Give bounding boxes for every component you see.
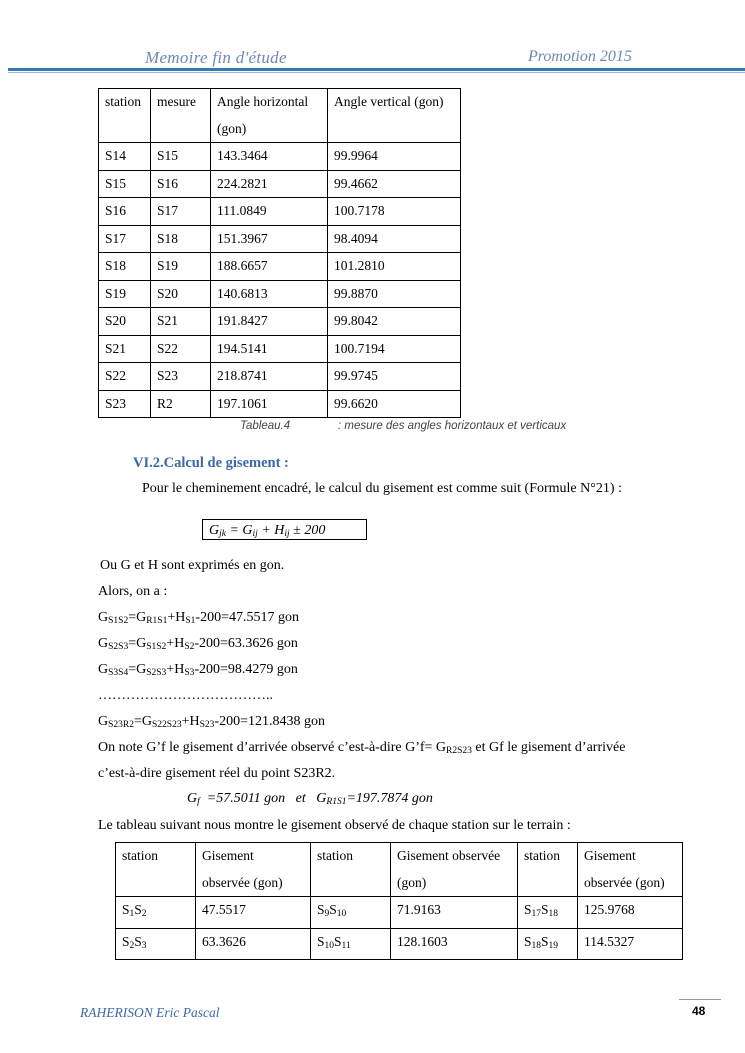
calc-line-2: $G_{S2S3}=G_{S1S2}+H_{S2}-200=63.3626$ gon <box>98 636 298 652</box>
header-cell: station <box>116 843 196 897</box>
table-row <box>99 143 461 171</box>
table-cell: 100.7178 <box>328 198 461 226</box>
table-header-row <box>99 89 461 143</box>
table-cell: 188.6657 <box>211 253 328 281</box>
header-cell: Gisement observée (gon) <box>196 843 311 897</box>
footer-author: RAHERISON Eric Pascal <box>80 1005 220 1020</box>
station-cell: $S_{18}S_{19}$ <box>518 928 578 960</box>
intro-paragraph: Pour le cheminement encadré, le calcul du gisement est comme suit (Formule N°21) : <box>142 481 622 496</box>
table-row <box>99 225 461 253</box>
table-row <box>99 363 461 391</box>
table-cell: S20 <box>99 308 151 336</box>
calc-dots: ……………………………….. <box>98 688 273 703</box>
table-cell: S19 <box>99 280 151 308</box>
table-cell: S15 <box>151 143 211 171</box>
station-cell: $S_1S_2$ <box>116 897 196 929</box>
table-cell: S23 <box>99 390 151 418</box>
angle-measurements-table <box>98 88 461 418</box>
table-row <box>99 198 461 226</box>
note-line-2: c’est-à-dire gisement réel du point S23R2. <box>98 766 336 781</box>
table-header-row <box>116 843 683 897</box>
table-cell: S18 <box>151 225 211 253</box>
header-cell: Angle vertical (gon) <box>328 89 461 143</box>
header-left: Memoire fin d'étude <box>145 48 287 67</box>
station-cell: $S_{10}S_{11}$ <box>311 928 391 960</box>
calc-line-3: $G_{S3S4}=G_{S2S3}+H_{S3}-200=98.4279$ gon <box>98 662 298 678</box>
bearing-cell: 71.9163 <box>391 897 518 929</box>
calc-line-1: $G_{S1S2}=G_{R1S1}+H_{S1}-200=47.5517$ gon <box>98 610 299 626</box>
station-cell: $S_9S_{10}$ <box>311 897 391 929</box>
caption-text: : mesure des angles horizontaux et verticaux <box>338 420 567 432</box>
table-cell: S21 <box>151 308 211 336</box>
table-cell: 111.0849 <box>211 198 328 226</box>
header-cell: station <box>311 843 391 897</box>
table-cell: 143.3464 <box>211 143 328 171</box>
table-cell: S20 <box>151 280 211 308</box>
caption-label: Tableau.4 <box>240 420 291 432</box>
header-cell: station <box>518 843 578 897</box>
bearing-cell: 128.1603 <box>391 928 518 960</box>
formula-box <box>202 519 367 540</box>
table-cell: R2 <box>151 390 211 418</box>
table-cell: 197.1061 <box>211 390 328 418</box>
header-cell: Angle horizontal (gon) <box>211 89 328 143</box>
table-cell: S22 <box>151 335 211 363</box>
table-intro: Le tableau suivant nous montre le gisement observé de chaque station sur le terrain : <box>98 818 571 833</box>
header-cell: station <box>99 89 151 143</box>
table-cell: 99.8042 <box>328 308 461 336</box>
table-cell: 140.6813 <box>211 280 328 308</box>
text-ou: Ou G et H sont exprimés en gon. <box>100 558 285 573</box>
table-cell: S15 <box>99 170 151 198</box>
table-cell: 191.8427 <box>211 308 328 336</box>
header-cell: Gisement observée (gon) <box>391 843 518 897</box>
table-row <box>99 335 461 363</box>
table-cell: 99.9964 <box>328 143 461 171</box>
header-cell: Gisement observée (gon) <box>578 843 683 897</box>
table-cell: S22 <box>99 363 151 391</box>
table-cell: S16 <box>99 198 151 226</box>
table-caption <box>240 420 567 432</box>
text-alors: Alors, on a : <box>98 584 168 599</box>
table-cell: 194.5141 <box>211 335 328 363</box>
note-line-1: On note G’f le gisement d’arrivée observé c’est-à-dire G’f= $G_{R2S23}$ et Gf le gisement d’arrivée <box>98 740 626 756</box>
table-row <box>116 897 683 929</box>
table-row <box>99 308 461 336</box>
table-cell: 98.4094 <box>328 225 461 253</box>
bearing-cell: 114.5327 <box>578 928 683 960</box>
bearing-cell: 125.9768 <box>578 897 683 929</box>
table-cell: 99.6620 <box>328 390 461 418</box>
table-row <box>116 928 683 960</box>
table-cell: S14 <box>99 143 151 171</box>
table-row <box>99 253 461 281</box>
bearing-cell: 63.3626 <box>196 928 311 960</box>
table-cell: 99.4662 <box>328 170 461 198</box>
table-cell: S17 <box>151 198 211 226</box>
header-right: Promotion 2015 <box>528 48 632 65</box>
station-cell: $S_2S_3$ <box>116 928 196 960</box>
table-cell: 99.9745 <box>328 363 461 391</box>
page-number: 48 <box>692 1004 706 1018</box>
table-cell: 224.2821 <box>211 170 328 198</box>
table-cell: S18 <box>99 253 151 281</box>
table-row <box>99 390 461 418</box>
table-cell: S16 <box>151 170 211 198</box>
table-cell: 218.8741 <box>211 363 328 391</box>
table-cell: 100.7194 <box>328 335 461 363</box>
table-cell: S17 <box>99 225 151 253</box>
table-cell: 101.2810 <box>328 253 461 281</box>
calc-line-4: $G_{S23R2}=G_{S22S23}+H_{S23}-200=121.8438$ gon <box>98 714 325 730</box>
table-cell: S23 <box>151 363 211 391</box>
bearing-cell: 47.5517 <box>196 897 311 929</box>
bearing-table <box>115 842 683 960</box>
table-row <box>99 280 461 308</box>
header-cell: mesure <box>151 89 211 143</box>
table-cell: 99.8870 <box>328 280 461 308</box>
header-rule <box>8 68 745 71</box>
formula: $G_{jk} = G_{ij} + H_{ij} \pm 200$ <box>209 523 326 539</box>
table-row <box>99 170 461 198</box>
table-cell: S19 <box>151 253 211 281</box>
station-cell: $S_{17}S_{18}$ <box>518 897 578 929</box>
footer-rule <box>679 999 721 1000</box>
table-cell: 151.3967 <box>211 225 328 253</box>
gf-line: $G_f =57.5011$ gon et $G_{R1S1}=197.7874$ gon <box>187 791 433 807</box>
section-title: VI.2.Calcul de gisement : <box>133 455 289 471</box>
header-rule-thin <box>8 72 745 73</box>
table-cell: S21 <box>99 335 151 363</box>
